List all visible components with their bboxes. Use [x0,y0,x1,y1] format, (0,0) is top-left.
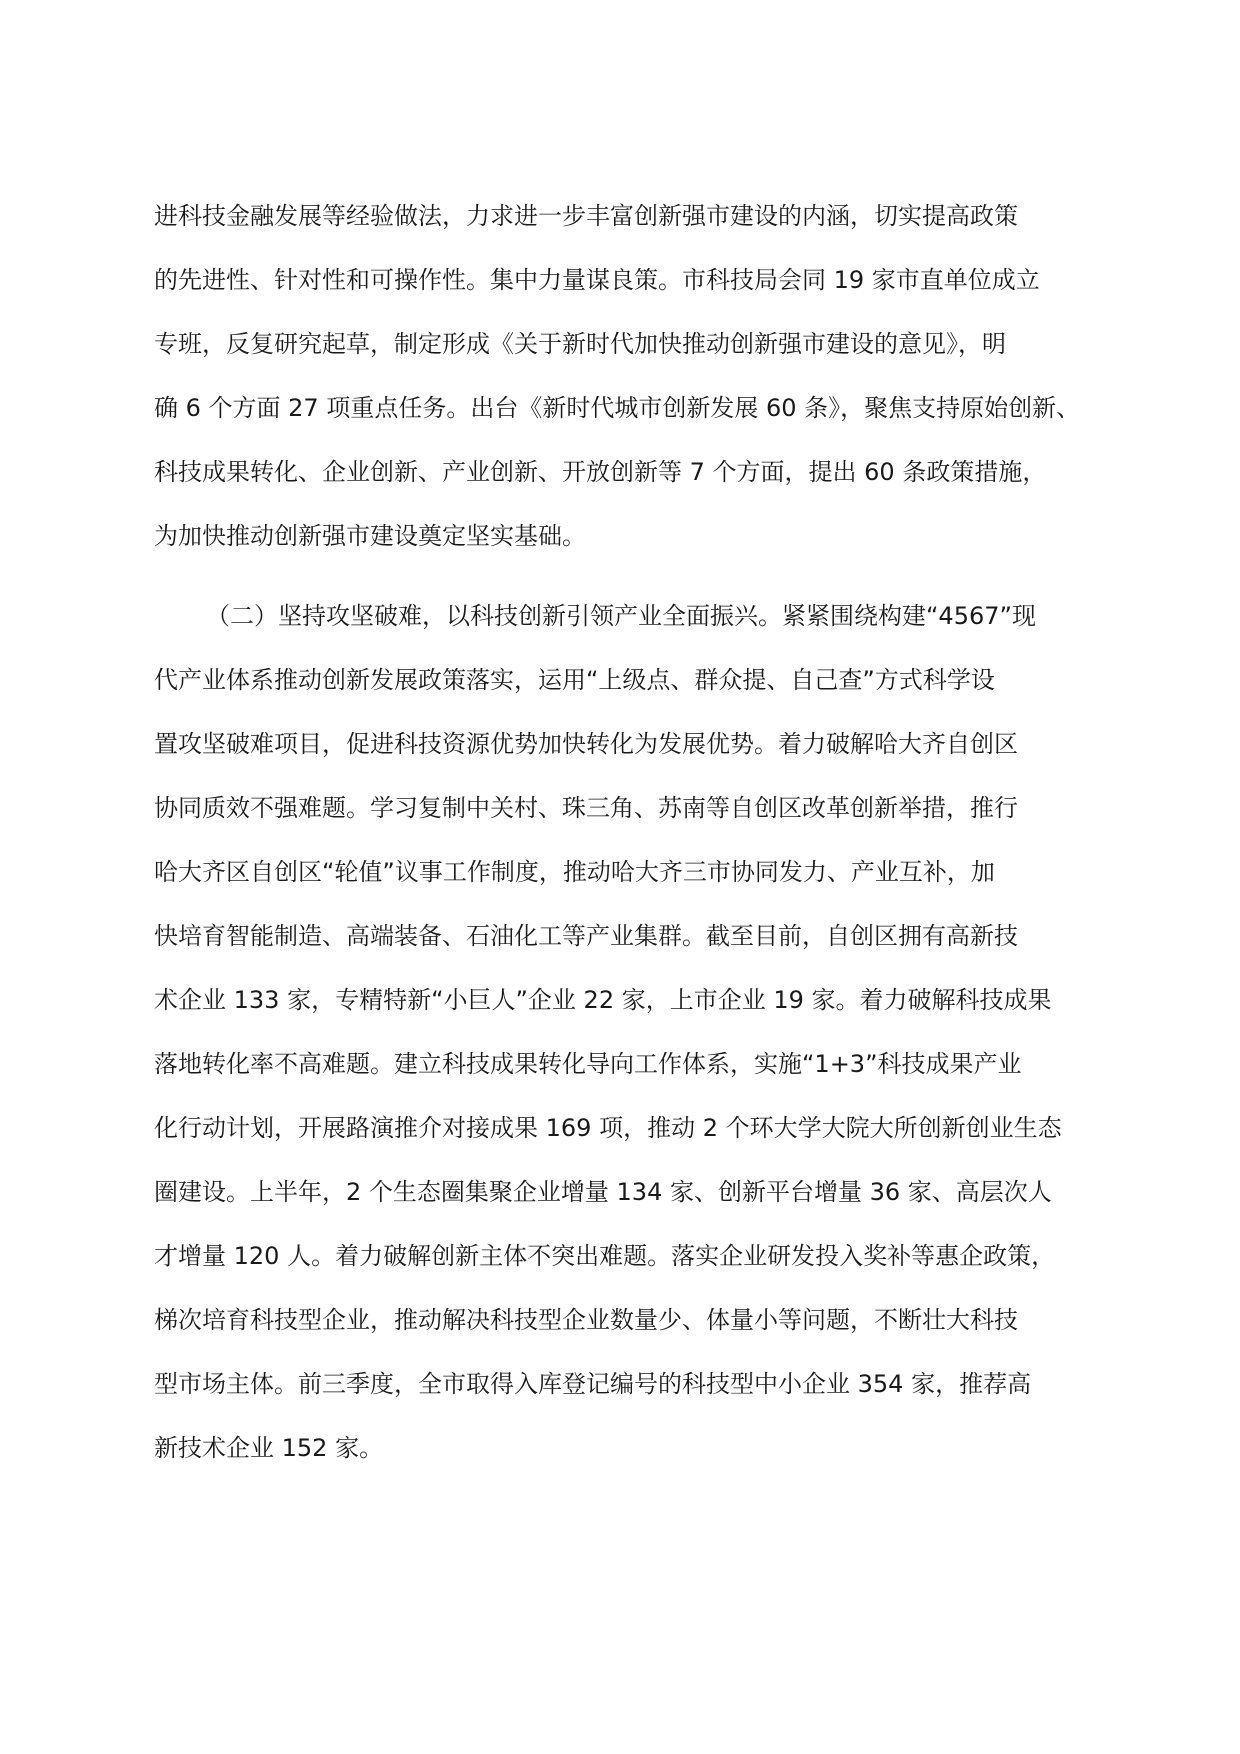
text-line: 型市场主体。前三季度，全市取得入库登记编号的科技型中小企业 354 家，推荐高 [154,1370,1032,1398]
text-line: 才增量 120 人。着力破解创新主体不突出难题。落实企业研发投入奖补等惠企政策， [154,1242,1056,1270]
text-line: 进科技金融发展等经验做法，力求进一步丰富创新强市建设的内涵，切实提高政策 [154,202,1018,230]
text-line: 新技术企业 152 家。 [154,1434,384,1462]
text-line: 快培育智能制造、高端装备、石油化工等产业集群。截至目前，自创区拥有高新技 [154,922,1018,950]
text-line: 梯次培育科技型企业，推动解决科技型企业数量少、体量小等问题，不断壮大科技 [154,1306,1018,1334]
text-line: 哈大齐区自创区“轮值”议事工作制度，推动哈大齐三市协同发力、产业互补，加 [154,858,995,886]
text-line: 确 6 个方面 27 项重点任务。出台《新时代城市创新发展 60 条》，聚焦支持原始创新、 [154,394,1081,422]
text-line: 协同质效不强难题。学习复制中关村、珠三角、苏南等自创区改革创新举措，推行 [154,794,1018,822]
text-line: 为加快推动创新强市建设奠定坚实基础。 [154,522,586,550]
text-line: 落地转化率不高难题。建立科技成果转化导向工作体系，实施“1+3”科技成果产业 [154,1050,1022,1078]
text-line: 圈建设。上半年，2 个生态圈集聚企业增量 134 家、创新平台增量 36 家、高层次人 [154,1178,1052,1206]
text-line: 代产业体系推动创新发展政策落实，运用“上级点、群众提、自己查”方式科学设 [154,666,995,694]
text-line: 科技成果转化、企业创新、产业创新、开放创新等 7 个方面，提出 60 条政策措施， [154,458,1047,486]
text-line: （二）坚持攻坚破难，以科技创新引领产业全面振兴。紧紧围绕构建“4567”现 [206,602,1036,630]
text-line: 置攻坚破难项目，促进科技资源优势加快转化为发展优势。着力破解哈大齐自创区 [154,730,1018,758]
text-line: 专班，反复研究起草，制定形成《关于新时代加快推动创新强市建设的意见》，明 [154,330,1006,358]
text-line: 的先进性、针对性和可操作性。集中力量谋良策。市科技局会同 19 家市直单位成立 [154,266,1040,294]
text-line: 术企业 133 家，专精特新“小巨人”企业 22 家，上市企业 19 家。着力破解科技成果 [154,986,1052,1014]
text-line: 化行动计划，开展路演推介对接成果 169 项，推动 2 个环大学大院大所创新创业生态 [154,1114,1062,1142]
